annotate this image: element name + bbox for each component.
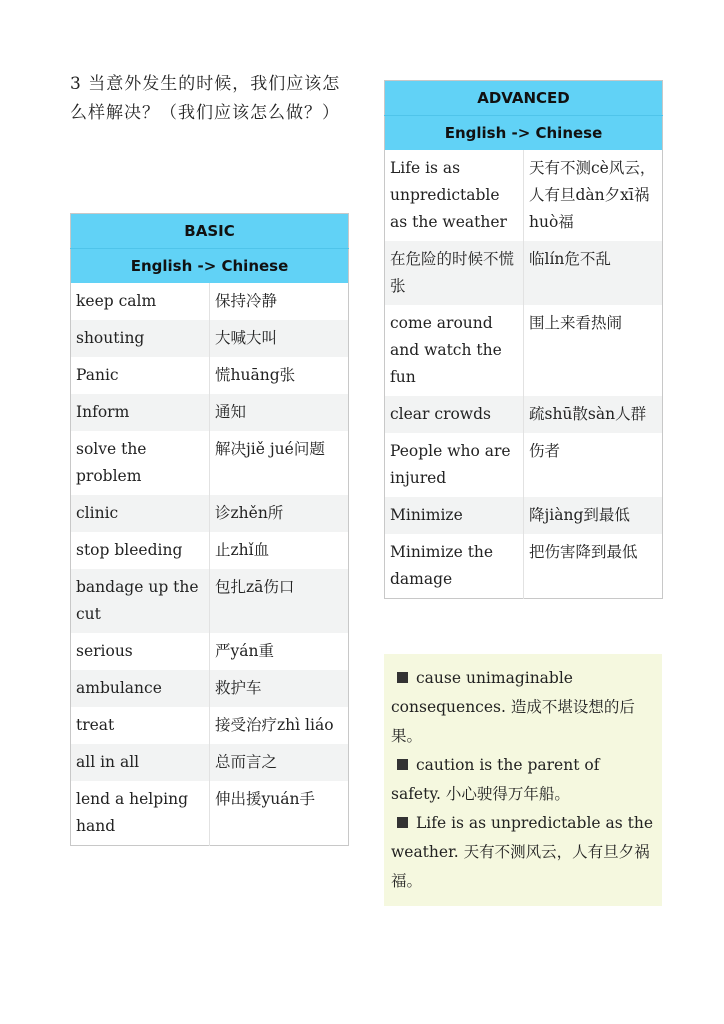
chinese-term: 保持冷静 [210, 283, 349, 320]
phrase-text: cause unimaginable consequences. 造成不堪设想的后果。 [391, 669, 635, 745]
english-term: all in all [71, 744, 210, 781]
phrase-item [391, 664, 654, 751]
table-row [71, 707, 349, 744]
chinese-term: 降jiàng到最低 [524, 497, 663, 534]
english-term: 在危险的时候不慌张 [385, 241, 524, 305]
chinese-term: 大喊大叫 [210, 320, 349, 357]
chinese-term: 慌huāng张 [210, 357, 349, 394]
chinese-term: 包扎zā伤口 [210, 569, 349, 633]
english-term: serious [76, 642, 133, 660]
english-term: Inform [71, 394, 210, 431]
english-term: Life is as unpredictable as the weather [390, 159, 507, 231]
phrases-box [384, 654, 662, 906]
basic-direction-header: English -> Chinese [71, 249, 349, 284]
table-row [71, 781, 349, 846]
phrase-text: Life is as unpredictable as the weather. 天有不测风云，人有旦夕祸福。 [391, 814, 654, 890]
chinese-term: 解决jiě jué问题 [210, 431, 349, 495]
chinese-term: 诊zhěn所 [210, 495, 349, 532]
chinese-term: 通知 [210, 394, 349, 431]
table-row [385, 305, 663, 396]
english-term: Minimize [385, 497, 524, 534]
chinese-term: 伸出援yuán手 [210, 781, 349, 846]
black-square-icon [397, 817, 408, 828]
chinese-term: 接受治疗zhì liáo [210, 707, 349, 744]
question-heading: 3 当意外发生的时候，我们应该怎么样解决？（我们应该怎么做？） [70, 74, 341, 123]
english-term: treat [76, 716, 115, 734]
basic-level-header: BASIC [71, 214, 349, 249]
advanced-vocab-table [384, 80, 663, 599]
english-term: stop bleeding [76, 541, 183, 559]
advanced-direction-header: English -> Chinese [385, 116, 663, 151]
table-row [385, 150, 663, 241]
chinese-term: 临lín危不乱 [524, 241, 663, 305]
table-row [71, 357, 349, 394]
english-term: bandage up the cut [71, 569, 210, 633]
chinese-term: 伤者 [524, 433, 663, 497]
advanced-level-header: ADVANCED [385, 81, 663, 116]
english-term: shouting [71, 320, 210, 357]
chinese-term: 止zhǐ血 [210, 532, 349, 569]
table-row [71, 744, 349, 781]
english-term: clinic [71, 495, 210, 532]
english-term: Minimize the damage [390, 543, 494, 588]
english-term: lend a helping hand [76, 790, 189, 835]
table-row [385, 534, 663, 599]
english-term: ambulance [71, 670, 210, 707]
english-term: clear crowds [385, 396, 524, 433]
table-row [71, 495, 349, 532]
chinese-term: 把伤害降到最低 [524, 534, 663, 599]
table-row [71, 431, 349, 495]
table-row [71, 670, 349, 707]
phrase-item [391, 751, 654, 809]
table-row [385, 241, 663, 305]
chinese-term: 天有不测cè风云，人有旦dàn夕xī祸huò福 [524, 150, 663, 241]
english-term: come around and watch the fun [390, 314, 502, 386]
table-row [71, 320, 349, 357]
table-row [385, 433, 663, 497]
table-row [71, 569, 349, 633]
chinese-term: 严yán重 [210, 633, 349, 670]
phrase-item [391, 809, 654, 896]
table-row [71, 532, 349, 569]
chinese-term: 疏shū散sàn人群 [524, 396, 663, 433]
english-term: keep calm [76, 292, 157, 310]
table-row [385, 497, 663, 534]
chinese-term: 总而言之 [210, 744, 349, 781]
english-term: Panic [76, 366, 119, 384]
english-term: solve the problem [76, 440, 147, 485]
table-row [71, 283, 349, 320]
english-term: People who are injured [390, 442, 511, 487]
basic-vocab-table [70, 213, 349, 846]
black-square-icon [397, 759, 408, 770]
phrase-text: caution is the parent of safety. 小心驶得万年船。 [391, 756, 600, 803]
table-row [71, 633, 349, 670]
chinese-term: 围上来看热闹 [524, 305, 663, 396]
table-row [385, 396, 663, 433]
chinese-term: 救护车 [210, 670, 349, 707]
table-row [71, 394, 349, 431]
black-square-icon [397, 672, 408, 683]
